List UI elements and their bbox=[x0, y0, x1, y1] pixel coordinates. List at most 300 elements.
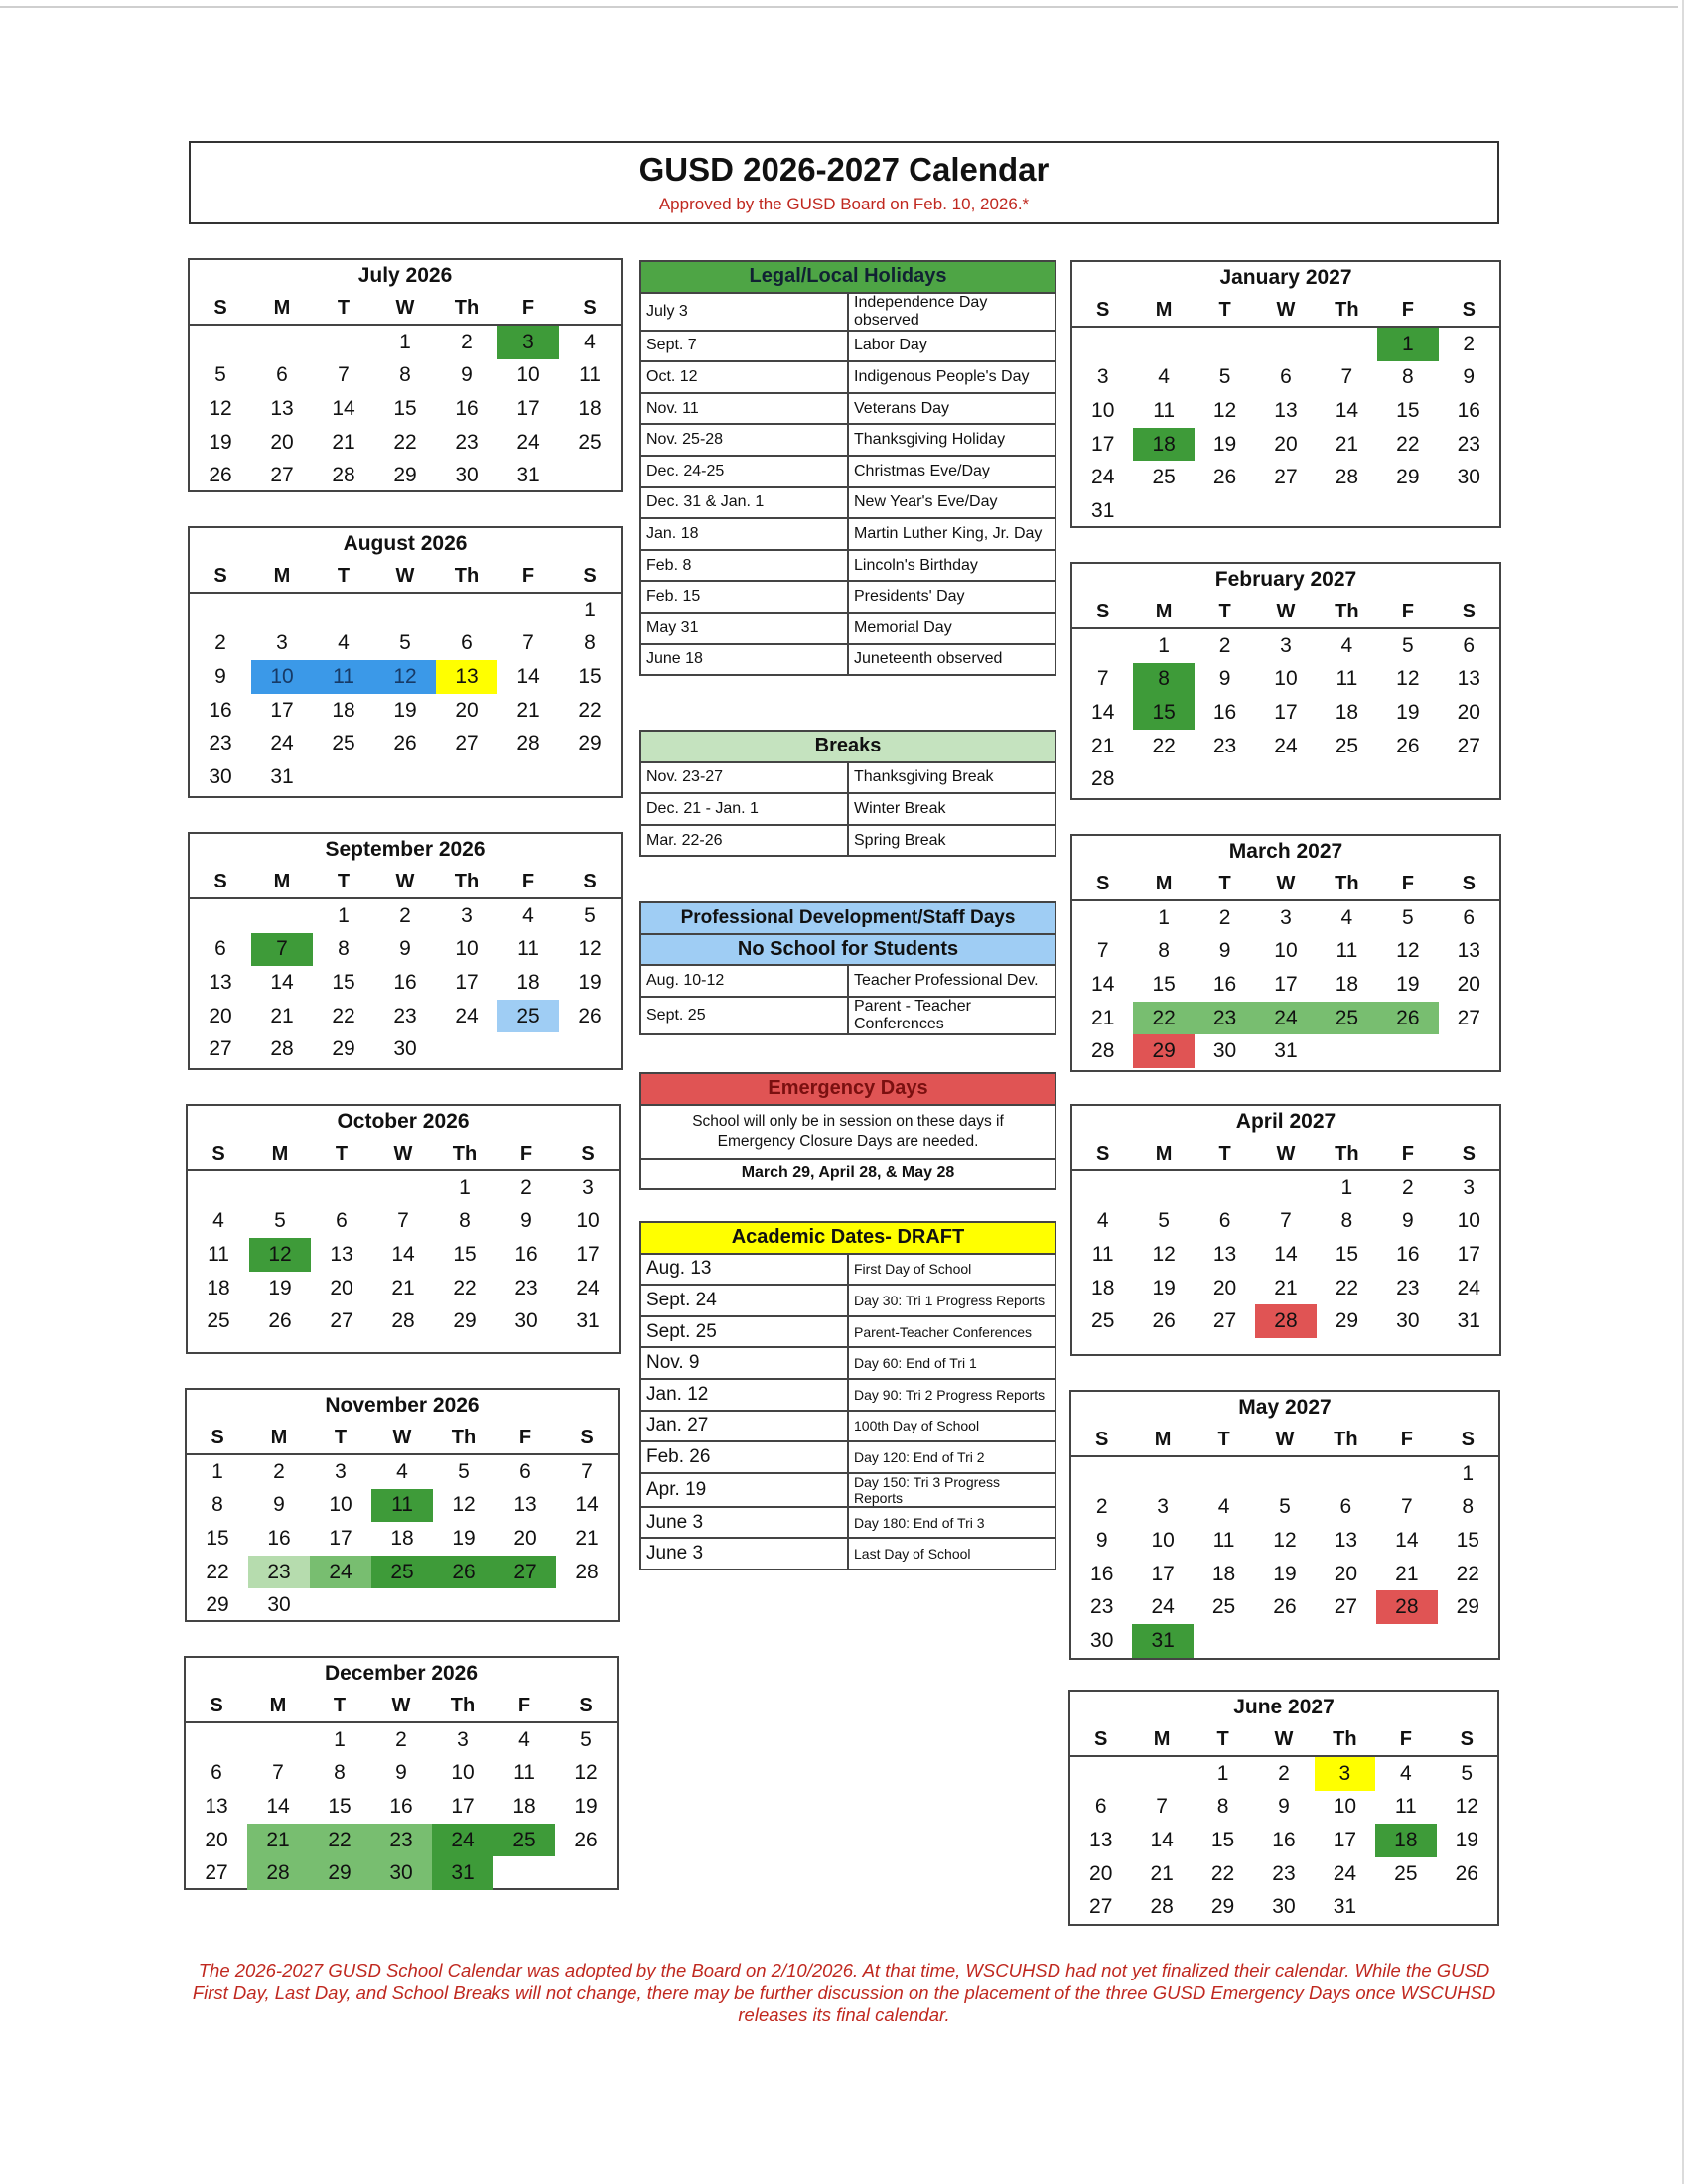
row-date: June 3 bbox=[640, 1507, 848, 1539]
day-cell: 30 bbox=[1457, 466, 1480, 489]
day-cell: 22 bbox=[332, 1004, 355, 1027]
table-row bbox=[640, 393, 1055, 425]
day-cell: 2 bbox=[399, 903, 411, 927]
day-cell: 24 bbox=[1274, 734, 1298, 757]
row-date: Nov. 9 bbox=[640, 1347, 848, 1379]
weekday-header: S bbox=[1439, 294, 1499, 327]
day-cell: 17 bbox=[270, 698, 294, 722]
row-date: Oct. 12 bbox=[640, 361, 848, 393]
weekday-header: W bbox=[1255, 1138, 1316, 1170]
week-row bbox=[1071, 1456, 1498, 1491]
day-cell: 17 bbox=[329, 1526, 352, 1550]
day-cell: 31 bbox=[1457, 1309, 1480, 1333]
empty-cell bbox=[1316, 1456, 1376, 1491]
month-title: February 2027 bbox=[1214, 568, 1357, 591]
empty-cell bbox=[1070, 1756, 1131, 1791]
day-cell: 5 bbox=[458, 1459, 470, 1483]
day-cell: 13 bbox=[1274, 398, 1298, 422]
week-row bbox=[1072, 361, 1499, 395]
day-cell: 12 bbox=[1212, 398, 1237, 422]
table-row bbox=[640, 424, 1055, 456]
week-row bbox=[1070, 1791, 1497, 1825]
day-cell: 9 bbox=[214, 664, 226, 688]
row-description: New Year's Eve/Day bbox=[848, 487, 1055, 519]
day-cell: 19 bbox=[1455, 1828, 1478, 1851]
week-row bbox=[1072, 428, 1499, 462]
weekday-header: Th bbox=[432, 1690, 493, 1722]
day-cell: 24 bbox=[1151, 1595, 1175, 1619]
empty-cell bbox=[374, 593, 436, 627]
day-cell: 6 bbox=[519, 1459, 531, 1483]
weekday-header: S bbox=[1072, 596, 1133, 628]
row-date: June 18 bbox=[640, 644, 848, 676]
day-cell: 12 bbox=[1273, 1528, 1297, 1552]
empty-cell bbox=[1439, 494, 1499, 528]
day-cell: 17 bbox=[451, 1794, 475, 1818]
day-cell: 15 bbox=[393, 396, 417, 420]
month-title: April 2027 bbox=[1235, 1110, 1336, 1133]
day-cell: 18 bbox=[332, 698, 355, 722]
day-cell: 15 bbox=[1133, 696, 1194, 730]
day-cell: 28 bbox=[391, 1309, 415, 1333]
weekday-header: S bbox=[188, 1138, 249, 1170]
day-cell: 3 bbox=[276, 631, 288, 655]
day-cell: 10 bbox=[455, 937, 479, 961]
table-row bbox=[640, 762, 1055, 794]
weekday-header: W bbox=[374, 866, 436, 898]
day-cell: 21 bbox=[247, 1824, 309, 1857]
day-cell: 9 bbox=[273, 1493, 285, 1517]
day-cell: 4 bbox=[338, 631, 350, 655]
day-cell: 14 bbox=[1395, 1528, 1419, 1552]
day-cell: 19 bbox=[1212, 432, 1237, 456]
weekday-header: T bbox=[1193, 1723, 1253, 1756]
day-cell: 22 bbox=[1210, 1861, 1235, 1885]
day-cell: 13 bbox=[330, 1242, 353, 1266]
day-cell: 26 bbox=[209, 464, 232, 487]
row-date: June 3 bbox=[640, 1538, 848, 1570]
day-cell: 3 bbox=[1463, 1175, 1476, 1199]
day-cell: 16 bbox=[1396, 1242, 1420, 1266]
day-cell: 23 bbox=[248, 1556, 310, 1589]
day-cell: 1 bbox=[1216, 1761, 1229, 1785]
weekday-header: Th bbox=[436, 292, 497, 325]
empty-cell bbox=[1133, 1170, 1194, 1205]
no-school-title: No School for Students bbox=[640, 934, 1055, 966]
month-november-2026 bbox=[185, 1388, 620, 1622]
day-cell: 16 bbox=[1212, 700, 1237, 724]
day-cell: 21 bbox=[516, 698, 540, 722]
week-row bbox=[1072, 730, 1499, 763]
day-cell: 1 bbox=[399, 330, 411, 353]
day-cell: 6 bbox=[336, 1209, 348, 1233]
row-description: Independence Day observed bbox=[848, 293, 1055, 331]
empty-cell bbox=[188, 1170, 249, 1205]
week-row bbox=[190, 1032, 621, 1066]
day-cell: 1 bbox=[1158, 905, 1170, 929]
day-cell: 11 bbox=[1091, 1242, 1114, 1266]
week-row bbox=[1072, 1170, 1499, 1205]
day-cell: 22 bbox=[453, 1276, 477, 1299]
day-cell: 8 bbox=[211, 1493, 223, 1517]
day-cell: 20 bbox=[1334, 1562, 1358, 1585]
day-cell: 10 bbox=[1151, 1528, 1175, 1552]
day-cell: 15 bbox=[1210, 1828, 1235, 1851]
row-date: Dec. 31 & Jan. 1 bbox=[640, 487, 848, 519]
month-may-2027 bbox=[1069, 1390, 1500, 1660]
table-row bbox=[640, 1347, 1055, 1379]
week-row bbox=[1072, 1205, 1499, 1239]
empty-cell bbox=[497, 760, 559, 794]
weekday-header: M bbox=[248, 1422, 310, 1454]
day-cell: 6 bbox=[214, 937, 226, 961]
day-cell: 4 bbox=[1399, 1761, 1412, 1785]
month-april-2027 bbox=[1070, 1104, 1501, 1356]
row-date: May 31 bbox=[640, 613, 848, 644]
day-cell: 2 bbox=[1218, 905, 1231, 929]
empty-cell bbox=[186, 1722, 247, 1757]
row-date: Apr. 19 bbox=[640, 1473, 848, 1507]
day-cell: 6 bbox=[1463, 633, 1476, 657]
weekday-header: M bbox=[1132, 1424, 1193, 1456]
emergency-note: School will only be in session on these days if Emergency Closure Days are needed. bbox=[640, 1105, 1055, 1159]
day-cell: 7 bbox=[581, 1459, 593, 1483]
month-title: January 2027 bbox=[1219, 266, 1352, 289]
day-cell: 18 bbox=[1335, 972, 1359, 996]
day-cell: 14 bbox=[575, 1493, 599, 1517]
day-cell: 29 bbox=[309, 1856, 370, 1890]
table-row bbox=[640, 1379, 1055, 1411]
day-cell: 9 bbox=[1463, 365, 1476, 389]
day-cell: 16 bbox=[209, 698, 232, 722]
day-cell: 25 bbox=[1152, 466, 1176, 489]
empty-cell bbox=[433, 1588, 494, 1622]
day-cell: 11 bbox=[1394, 1795, 1417, 1819]
day-cell: 16 bbox=[514, 1242, 538, 1266]
row-date: Dec. 24-25 bbox=[640, 456, 848, 487]
day-cell: 7 bbox=[1280, 1209, 1292, 1233]
day-cell: 27 bbox=[1457, 1006, 1480, 1029]
day-cell: 26 bbox=[1212, 466, 1237, 489]
day-cell: 14 bbox=[1091, 700, 1115, 724]
day-cell: 1 bbox=[211, 1459, 223, 1483]
day-cell: 8 bbox=[1216, 1795, 1229, 1819]
week-row bbox=[1072, 1238, 1499, 1272]
empty-cell bbox=[313, 325, 374, 359]
day-cell: 26 bbox=[1377, 1002, 1438, 1035]
day-cell: 30 bbox=[267, 1593, 291, 1617]
day-cell: 18 bbox=[1091, 1276, 1115, 1299]
day-cell: 1 bbox=[584, 598, 596, 621]
row-description: Labor Day bbox=[848, 331, 1055, 362]
week-row bbox=[190, 627, 621, 661]
day-cell: 3 bbox=[1096, 365, 1109, 389]
empty-cell bbox=[494, 1588, 556, 1622]
weekday-header: M bbox=[249, 1138, 311, 1170]
table-row bbox=[640, 581, 1055, 613]
row-description: Day 60: End of Tri 1 bbox=[848, 1347, 1055, 1379]
day-cell: 11 bbox=[1153, 398, 1176, 422]
empty-cell bbox=[1071, 1456, 1132, 1491]
day-cell: 26 bbox=[574, 1828, 598, 1851]
day-cell: 2 bbox=[1278, 1761, 1290, 1785]
day-cell: 19 bbox=[1152, 1276, 1176, 1299]
day-cell: 11 bbox=[517, 937, 539, 961]
day-cell: 28 bbox=[1376, 1590, 1437, 1624]
empty-cell bbox=[1194, 1456, 1254, 1491]
day-cell: 23 bbox=[393, 1004, 417, 1027]
day-cell: 30 bbox=[370, 1856, 432, 1890]
weekday-header: T bbox=[309, 1690, 370, 1722]
approval-note: Approved by the GUSD Board on Feb. 10, 2026.* bbox=[658, 195, 1030, 213]
empty-cell bbox=[1376, 1456, 1437, 1491]
row-date: Feb. 8 bbox=[640, 550, 848, 582]
day-cell: 28 bbox=[1335, 466, 1359, 489]
calendar-header bbox=[189, 141, 1499, 224]
day-cell: 12 bbox=[578, 937, 602, 961]
day-cell: 10 bbox=[516, 363, 540, 387]
day-cell: 26 bbox=[433, 1556, 494, 1589]
day-cell: 30 bbox=[1272, 1895, 1296, 1919]
day-cell: 20 bbox=[1212, 1276, 1237, 1299]
day-cell: 8 bbox=[1462, 1495, 1475, 1519]
day-cell: 20 bbox=[205, 1828, 228, 1851]
week-row bbox=[1072, 1002, 1499, 1035]
table-row bbox=[640, 1316, 1055, 1348]
weekday-header: S bbox=[186, 1690, 247, 1722]
day-cell: 25 bbox=[1211, 1595, 1236, 1619]
day-cell: 12 bbox=[1396, 939, 1420, 963]
row-description: Day 180: End of Tri 3 bbox=[848, 1507, 1055, 1539]
emergency-title: Emergency Days bbox=[640, 1073, 1055, 1105]
row-description: Day 150: Tri 3 Progress Reports bbox=[848, 1473, 1055, 1507]
day-cell: 24 bbox=[310, 1556, 371, 1589]
day-cell: 4 bbox=[522, 903, 534, 927]
day-cell: 20 bbox=[1457, 972, 1480, 996]
weekday-header: S bbox=[555, 1690, 617, 1722]
empty-cell bbox=[1254, 1456, 1315, 1491]
row-date: Dec. 21 - Jan. 1 bbox=[640, 793, 848, 825]
weekday-header: W bbox=[1255, 294, 1316, 327]
day-cell: 16 bbox=[1090, 1562, 1114, 1585]
day-cell: 21 bbox=[1335, 432, 1359, 456]
day-cell: 5 bbox=[1218, 365, 1231, 389]
weekday-header: F bbox=[1375, 1723, 1436, 1756]
day-cell: 24 bbox=[516, 430, 540, 454]
day-cell: 25 bbox=[497, 1000, 559, 1033]
row-date: Nov. 23-27 bbox=[640, 762, 848, 794]
day-cell: 5 bbox=[584, 903, 596, 927]
weekday-header: S bbox=[559, 292, 621, 325]
weekday-header: S bbox=[1070, 1723, 1131, 1756]
month-title: March 2027 bbox=[1228, 840, 1343, 863]
day-cell: 10 bbox=[1274, 939, 1298, 963]
week-row bbox=[186, 1790, 617, 1824]
week-row bbox=[1072, 494, 1499, 528]
week-row bbox=[186, 1824, 617, 1857]
week-row bbox=[190, 966, 621, 1000]
weekday-header: S bbox=[1439, 868, 1499, 900]
row-date: Sept. 7 bbox=[640, 331, 848, 362]
day-cell: 17 bbox=[1151, 1562, 1175, 1585]
empty-cell bbox=[436, 1032, 497, 1066]
day-cell: 26 bbox=[1273, 1595, 1297, 1619]
row-description: Parent-Teacher Conferences bbox=[848, 1316, 1055, 1348]
day-cell: 22 bbox=[1396, 432, 1420, 456]
day-cell: 25 bbox=[578, 430, 602, 454]
day-cell: 23 bbox=[1195, 1002, 1255, 1035]
day-cell: 12 bbox=[1455, 1795, 1478, 1819]
day-cell: 29 bbox=[1396, 466, 1420, 489]
day-cell: 16 bbox=[1212, 972, 1237, 996]
day-cell: 29 bbox=[1335, 1309, 1359, 1333]
day-cell: 13 bbox=[1212, 1242, 1237, 1266]
empty-cell bbox=[1072, 628, 1133, 663]
day-cell: 12 bbox=[209, 396, 232, 420]
empty-cell bbox=[556, 1588, 618, 1622]
day-cell: 14 bbox=[266, 1794, 290, 1818]
day-cell: 21 bbox=[270, 1004, 294, 1027]
empty-cell bbox=[1255, 494, 1316, 528]
weekday-header: W bbox=[374, 560, 436, 593]
day-cell: 24 bbox=[270, 732, 294, 755]
empty-cell bbox=[1316, 1624, 1376, 1658]
empty-cell bbox=[1317, 1034, 1377, 1068]
day-cell: 15 bbox=[1152, 972, 1176, 996]
day-cell: 9 bbox=[461, 363, 473, 387]
week-row bbox=[1070, 1857, 1497, 1891]
week-row bbox=[1072, 900, 1499, 935]
table-row bbox=[640, 293, 1055, 331]
day-cell: 4 bbox=[584, 330, 596, 353]
month-title: November 2026 bbox=[325, 1394, 480, 1417]
day-cell: 2 bbox=[1218, 633, 1231, 657]
empty-cell bbox=[251, 898, 313, 933]
row-description: Winter Break bbox=[848, 793, 1055, 825]
day-cell: 1 bbox=[1462, 1461, 1475, 1485]
day-cell: 11 bbox=[579, 363, 601, 387]
day-cell: 21 bbox=[332, 430, 355, 454]
week-row bbox=[190, 660, 621, 694]
breaks-table bbox=[639, 730, 1056, 857]
day-cell: 28 bbox=[516, 732, 540, 755]
day-cell: 6 bbox=[1463, 905, 1476, 929]
day-cell: 31 bbox=[1274, 1039, 1298, 1063]
day-cell: 21 bbox=[1091, 1006, 1115, 1029]
day-cell: 13 bbox=[270, 396, 294, 420]
day-cell: 19 bbox=[578, 970, 602, 994]
day-cell: 10 bbox=[1274, 667, 1298, 691]
day-cell: 13 bbox=[436, 660, 497, 694]
day-cell: 27 bbox=[270, 464, 294, 487]
day-cell: 20 bbox=[1089, 1861, 1113, 1885]
day-cell: 29 bbox=[578, 732, 602, 755]
row-date: Aug. 13 bbox=[640, 1254, 848, 1286]
day-cell: 25 bbox=[1091, 1309, 1115, 1333]
day-cell: 7 bbox=[1340, 365, 1353, 389]
day-cell: 26 bbox=[1396, 734, 1420, 757]
day-cell: 14 bbox=[270, 970, 294, 994]
day-cell: 14 bbox=[1274, 1242, 1298, 1266]
day-cell: 28 bbox=[270, 1037, 294, 1061]
weekday-header: F bbox=[494, 1422, 556, 1454]
day-cell: 5 bbox=[274, 1209, 286, 1233]
row-description: 100th Day of School bbox=[848, 1411, 1055, 1442]
day-cell: 5 bbox=[1279, 1495, 1291, 1519]
day-cell: 18 bbox=[1375, 1824, 1436, 1857]
day-cell: 30 bbox=[1212, 1039, 1237, 1063]
day-cell: 26 bbox=[268, 1309, 292, 1333]
month-march-2027 bbox=[1070, 834, 1501, 1072]
day-cell: 6 bbox=[1339, 1495, 1352, 1519]
day-cell: 23 bbox=[1272, 1861, 1296, 1885]
day-cell: 22 bbox=[578, 698, 602, 722]
weekday-header: W bbox=[1253, 1723, 1314, 1756]
day-cell: 14 bbox=[1335, 398, 1359, 422]
day-cell: 23 bbox=[1090, 1595, 1114, 1619]
weekday-header: S bbox=[187, 1422, 248, 1454]
weekday-header: T bbox=[1195, 596, 1255, 628]
week-row bbox=[190, 459, 621, 492]
empty-cell bbox=[559, 1032, 621, 1066]
table-row bbox=[640, 550, 1055, 582]
row-description: Veterans Day bbox=[848, 393, 1055, 425]
row-date: Aug. 10-12 bbox=[640, 965, 848, 997]
breaks-title: Breaks bbox=[640, 731, 1055, 762]
day-cell: 30 bbox=[1396, 1309, 1420, 1333]
day-cell: 11 bbox=[313, 660, 374, 694]
week-row bbox=[190, 426, 621, 460]
day-cell: 1 bbox=[338, 903, 350, 927]
empty-cell bbox=[1195, 494, 1255, 528]
day-cell: 21 bbox=[575, 1526, 599, 1550]
day-cell: 25 bbox=[371, 1556, 433, 1589]
weekday-header: S bbox=[190, 292, 251, 325]
empty-cell bbox=[1072, 1170, 1133, 1205]
day-cell: 26 bbox=[1455, 1861, 1478, 1885]
row-description: Day 30: Tri 1 Progress Reports bbox=[848, 1285, 1055, 1316]
week-row bbox=[1070, 1890, 1497, 1924]
empty-cell bbox=[190, 898, 251, 933]
day-cell: 14 bbox=[391, 1242, 415, 1266]
day-cell: 7 bbox=[397, 1209, 409, 1233]
table-row bbox=[640, 456, 1055, 487]
day-cell: 12 bbox=[374, 660, 436, 694]
day-cell: 8 bbox=[1133, 663, 1194, 697]
empty-cell bbox=[1132, 1456, 1193, 1491]
table-row bbox=[640, 965, 1055, 997]
empty-cell bbox=[371, 1588, 433, 1622]
holidays-table bbox=[639, 260, 1056, 676]
row-description: First Day of School bbox=[848, 1254, 1055, 1286]
day-cell: 13 bbox=[205, 1794, 228, 1818]
month-title: August 2026 bbox=[343, 532, 468, 555]
row-date: Sept. 24 bbox=[640, 1285, 848, 1316]
day-cell: 5 bbox=[1158, 1209, 1170, 1233]
day-cell: 18 bbox=[516, 970, 540, 994]
weekday-header: Th bbox=[1317, 294, 1377, 327]
day-cell: 28 bbox=[1255, 1304, 1316, 1338]
day-cell: 2 bbox=[1463, 332, 1476, 355]
day-cell: 25 bbox=[493, 1824, 555, 1857]
day-cell: 29 bbox=[1210, 1895, 1235, 1919]
day-cell: 10 bbox=[251, 660, 313, 694]
week-row bbox=[188, 1272, 619, 1305]
day-cell: 14 bbox=[1150, 1828, 1174, 1851]
weekday-header: S bbox=[1438, 1424, 1498, 1456]
scan-edge-right bbox=[1682, 0, 1684, 2184]
weekday-header: S bbox=[556, 1422, 618, 1454]
